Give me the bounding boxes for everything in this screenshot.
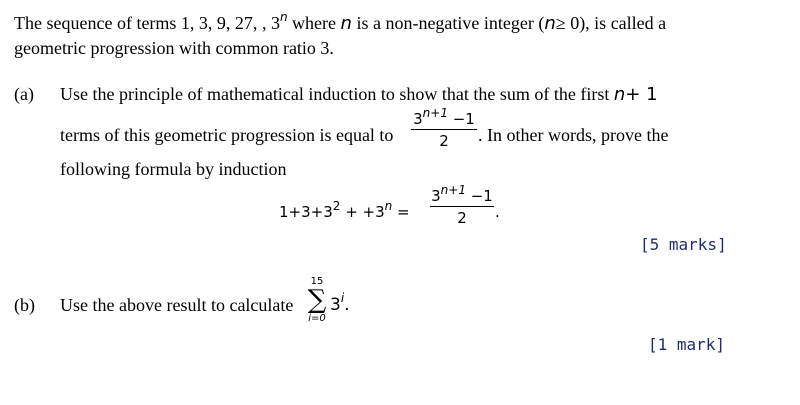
intro-text-b: , 3 [261, 13, 280, 33]
sigma-symbol: ∑ [307, 285, 327, 315]
part-a-text-1: Use the principle of mathematical induction to show that the sum of the first [60, 84, 610, 104]
formula-exponent-2: 2 [332, 199, 341, 213]
part-a-label: (a) [14, 84, 34, 104]
fraction-denominator: 2 [439, 132, 449, 150]
intro-line-1 [14, 12, 666, 35]
formula-fraction-bar [430, 206, 494, 207]
sum-lower-limit: i=0 [308, 313, 326, 324]
part-a-line-3: following formula by induction [60, 159, 287, 179]
formula-lhs-start: 1+3+3 [279, 203, 333, 221]
fraction-numerator [411, 106, 477, 128]
part-a-fraction [411, 106, 477, 150]
sum-term-exponent: i [340, 291, 345, 306]
formula-lhs-mid: + +3 [340, 203, 385, 221]
intro-text-e: ≥ 0), is called a [555, 13, 667, 33]
intro-exponent-n: n [279, 10, 288, 24]
formula-denominator: 2 [457, 209, 467, 227]
formula-equals: = [392, 203, 410, 221]
fraction-num-minus-one: −1 [447, 110, 475, 128]
part-a-var-n: n [613, 84, 626, 105]
intro-var-n: n [340, 13, 352, 34]
part-b-marks: [1 mark] [648, 335, 726, 354]
fraction-bar [411, 129, 477, 130]
part-a-plus-one: + 1 [625, 84, 658, 105]
sum-upper-limit: 15 [310, 276, 324, 287]
part-a-line-2-tail: . In other words, prove the [478, 125, 669, 145]
part-a-line-1 [60, 83, 658, 106]
part-a-line-2: terms of this geometric progression is equal to [60, 125, 394, 145]
intro-text-c: where [287, 13, 341, 33]
intro-line-2: geometric progression with common ratio 3. [14, 38, 334, 58]
formula-numerator [430, 183, 494, 205]
formula-lhs [279, 199, 410, 222]
part-a-marks: [5 marks] [640, 235, 727, 254]
part-b-text: Use the above result to calculate [60, 295, 294, 315]
formula-exponent-n: n [384, 199, 393, 213]
intro-text-a: The sequence of terms 1, 3, 9, 27, [14, 13, 258, 33]
formula-num-exponent: n+1 [440, 183, 466, 197]
formula-period: . [495, 203, 500, 221]
formula-num-base: 3 [431, 187, 441, 205]
sum-term-period: . [344, 295, 350, 315]
part-b-label: (b) [14, 295, 35, 315]
formula-fraction [430, 183, 494, 227]
fraction-num-exponent: n+1 [422, 106, 448, 120]
sum-expression [304, 276, 330, 324]
sum-term [330, 291, 350, 316]
intro-text-d: is a non-negative integer ( [351, 13, 545, 33]
sum-term-base: 3 [330, 295, 341, 315]
intro-var-n2: n [544, 13, 556, 34]
fraction-num-base: 3 [413, 110, 423, 128]
formula-num-minus-one: −1 [465, 187, 493, 205]
